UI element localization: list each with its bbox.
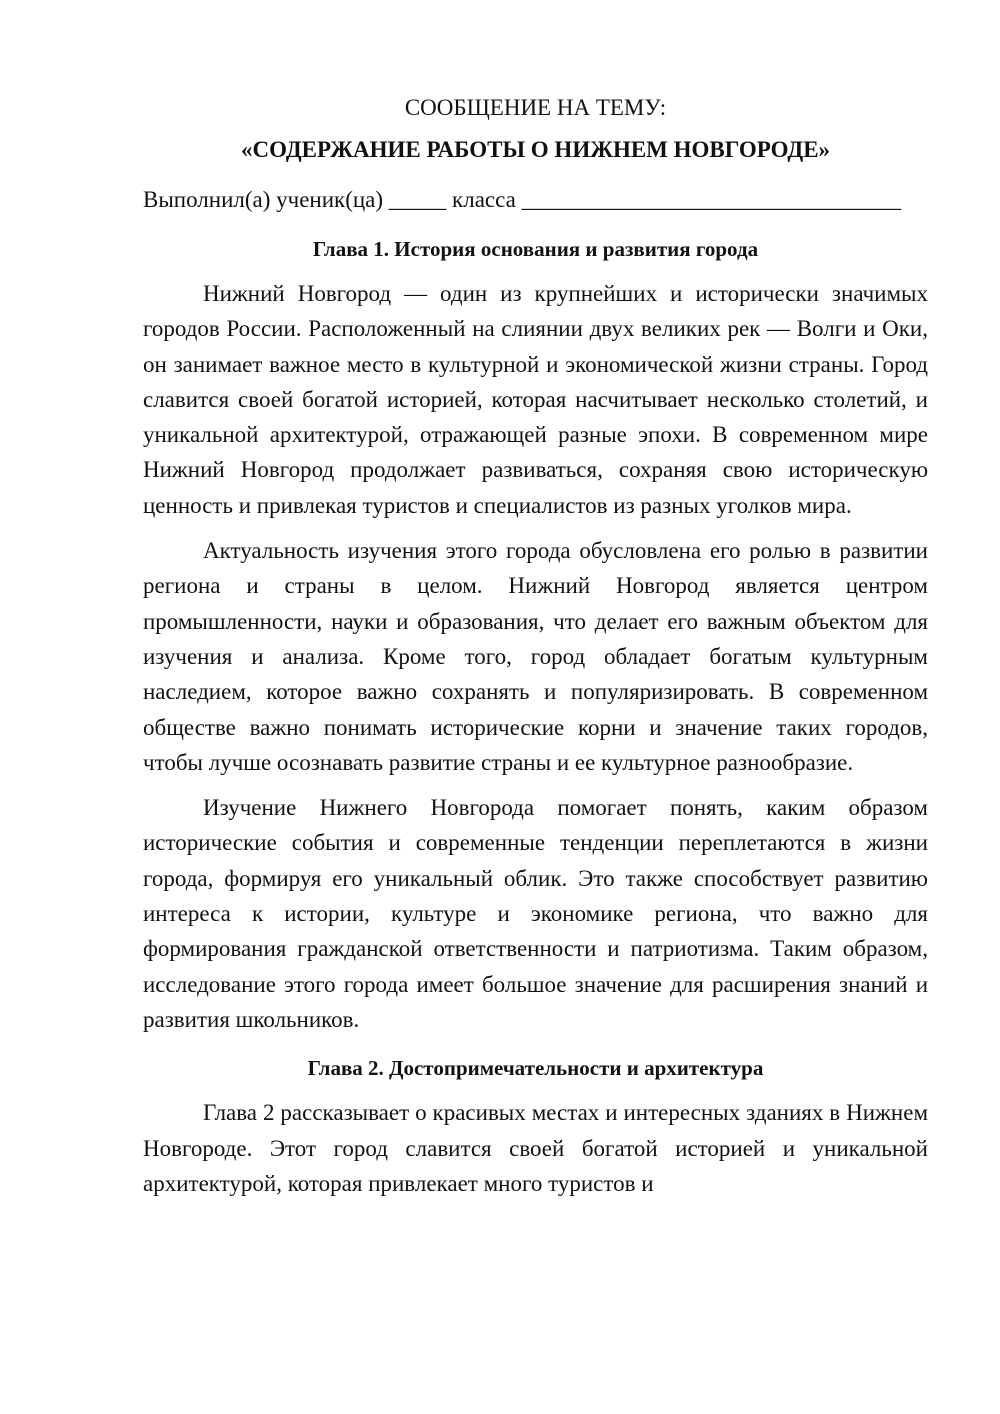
chapter-1-paragraph-2: Актуальность изучения этого города обусловлена его ролью в развитии региона и страны в целом. Нижний Новгород является центром промышленности, науки и образования, что делает его важным объектом для изучения и анализа. Кроме того, город обладает богатым культурным наследием, которое важно сохранять и популяризировать. В современном обществе важно понимать исторические корни и значение таких городов, чтобы лучше осознавать развитие страны и ее культурное разнообразие. — [143, 538, 928, 775]
author-line: Выполнил(а) ученик(ца) _____ класса _________________________________ — [143, 187, 902, 212]
chapter-1-paragraph-1: Нижний Новгород — один из крупнейших и исторически значимых городов России. Расположенный на слиянии двух великих рек — Волги и Оки, он занимает важное место в культурной и экономической жизни страны. Город славится своей богатой историей, которая насчитывает несколько столетий, и уникальной архитектурой, отражающей разные эпохи. В современном мире Нижний Новгород продолжает развиваться, сохраняя свою историческую ценность и привлекая туристов и специалистов из разных уголков мира. — [143, 281, 928, 518]
chapter-2-paragraph-1: Глава 2 рассказывает о красивых местах и интересных зданиях в Нижнем Новгороде. Этот город славится своей богатой историей и уникальной архитектурой, которая привлекает много туристов и — [143, 1100, 928, 1196]
document-page — [143, 92, 928, 1211]
chapter-2-heading: Глава 2. Достопримечательности и архитектура — [307, 1056, 764, 1081]
report-title-line1: СООБЩЕНИЕ НА ТЕМУ: — [404, 95, 667, 120]
chapter-2 — [143, 1053, 928, 1201]
chapter-1-paragraph-3: Изучение Нижнего Новгорода помогает понять, каким образом исторические события и современные тенденции переплетаются в жизни города, формируя его уникальный облик. Это также способствует развитию интереса к истории, культуре и экономике региона, что важно для формирования гражданской ответственности и патриотизма. Таким образом, исследование этого города имеет большое значение для расширения знаний и развития школьников. — [143, 795, 928, 1032]
report-title-line2: «СОДЕРЖАНИЕ РАБОТЫ О НИЖНЕМ НОВГОРОДЕ» — [240, 137, 831, 162]
chapter-1 — [143, 234, 928, 1037]
chapter-1-heading: Глава 1. История основания и развития города — [312, 237, 759, 261]
